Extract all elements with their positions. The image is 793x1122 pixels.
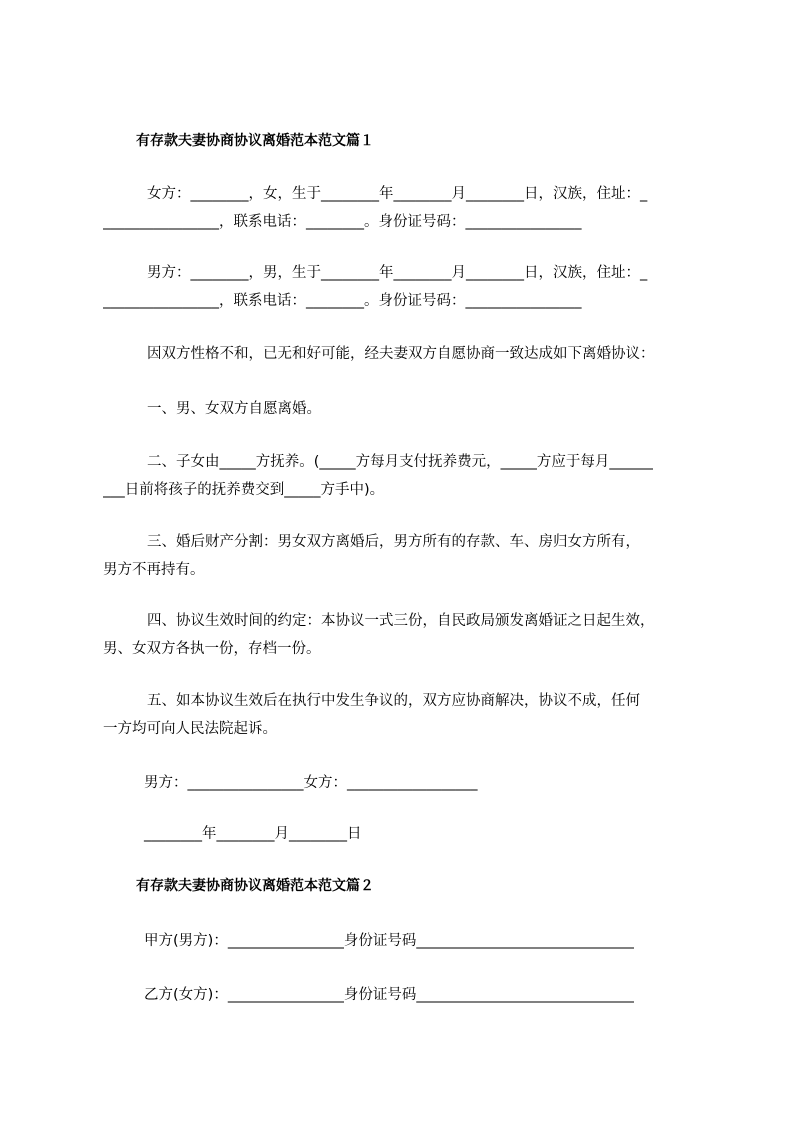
clause-4-paragraph	[103, 607, 703, 663]
clause-2-line-2: ___日前将孩子的抚养费交到_____方手中)。	[103, 482, 385, 498]
intro-line: 因双方性格不和，已无和好可能，经夫妻双方自愿协商一致达成如下离婚协议：	[147, 346, 655, 362]
clause-2-line-1: 二、子女由_____方抚养。(_____方每月支付抚养费元，_____方应于每月______	[147, 454, 653, 470]
clause-3-paragraph	[103, 528, 703, 584]
woman-info-line-1: 女方：________，女，生于________年________月________日，汉族，住址：_	[147, 186, 648, 202]
clause-3-line-1: 三、婚后财产分割：男女双方离婚后，男方所有的存款、车、房归女方所有，	[147, 534, 640, 550]
man-info-line-1: 男方：________，男，生于________年________月________日，汉族，住址：_	[147, 265, 648, 281]
clause-1-line: 一、男、女双方自愿离婚。	[147, 401, 321, 417]
clause-3-line-2: 男方不再持有。	[103, 562, 205, 578]
man-info-line-2: ________________，联系电话：________。身份证号码：________________	[103, 293, 582, 309]
section-heading-1: 有存款夫妻协商协议离婚范本范文篇１	[136, 133, 374, 149]
clause-5-line-1: 五、如本协议生效后在执行中发生争议的，双方应协商解决，协议不成，任何	[147, 693, 640, 709]
man-info-paragraph	[103, 259, 703, 315]
clause-1-paragraph	[103, 395, 703, 423]
clause-5-line-2: 一方均可向人民法院起诉。	[103, 721, 277, 737]
clause-5-paragraph	[103, 687, 703, 743]
clause-4-line-2: 男、女双方各执一份，存档一份。	[103, 641, 321, 657]
date-line: ________年________月________日	[144, 826, 362, 842]
party-b-line: 乙方(女方)：________________身份证号码______________________________	[144, 987, 634, 1003]
section-heading-2: 有存款夫妻协商协议离婚范本范文篇２	[136, 878, 374, 894]
intro-paragraph	[103, 340, 703, 368]
clause-2-paragraph	[103, 448, 703, 504]
woman-info-paragraph	[103, 180, 703, 236]
clause-4-line-1: 四、协议生效时间的约定：本协议一式三份，自民政局颁发离婚证之日起生效，	[147, 613, 655, 629]
party-a-line: 甲方(男方)：________________身份证号码______________________________	[144, 933, 634, 949]
signature-line: 男方：________________女方：__________________	[144, 775, 478, 791]
woman-info-line-2: ________________，联系电话：________。身份证号码：________________	[103, 214, 582, 230]
